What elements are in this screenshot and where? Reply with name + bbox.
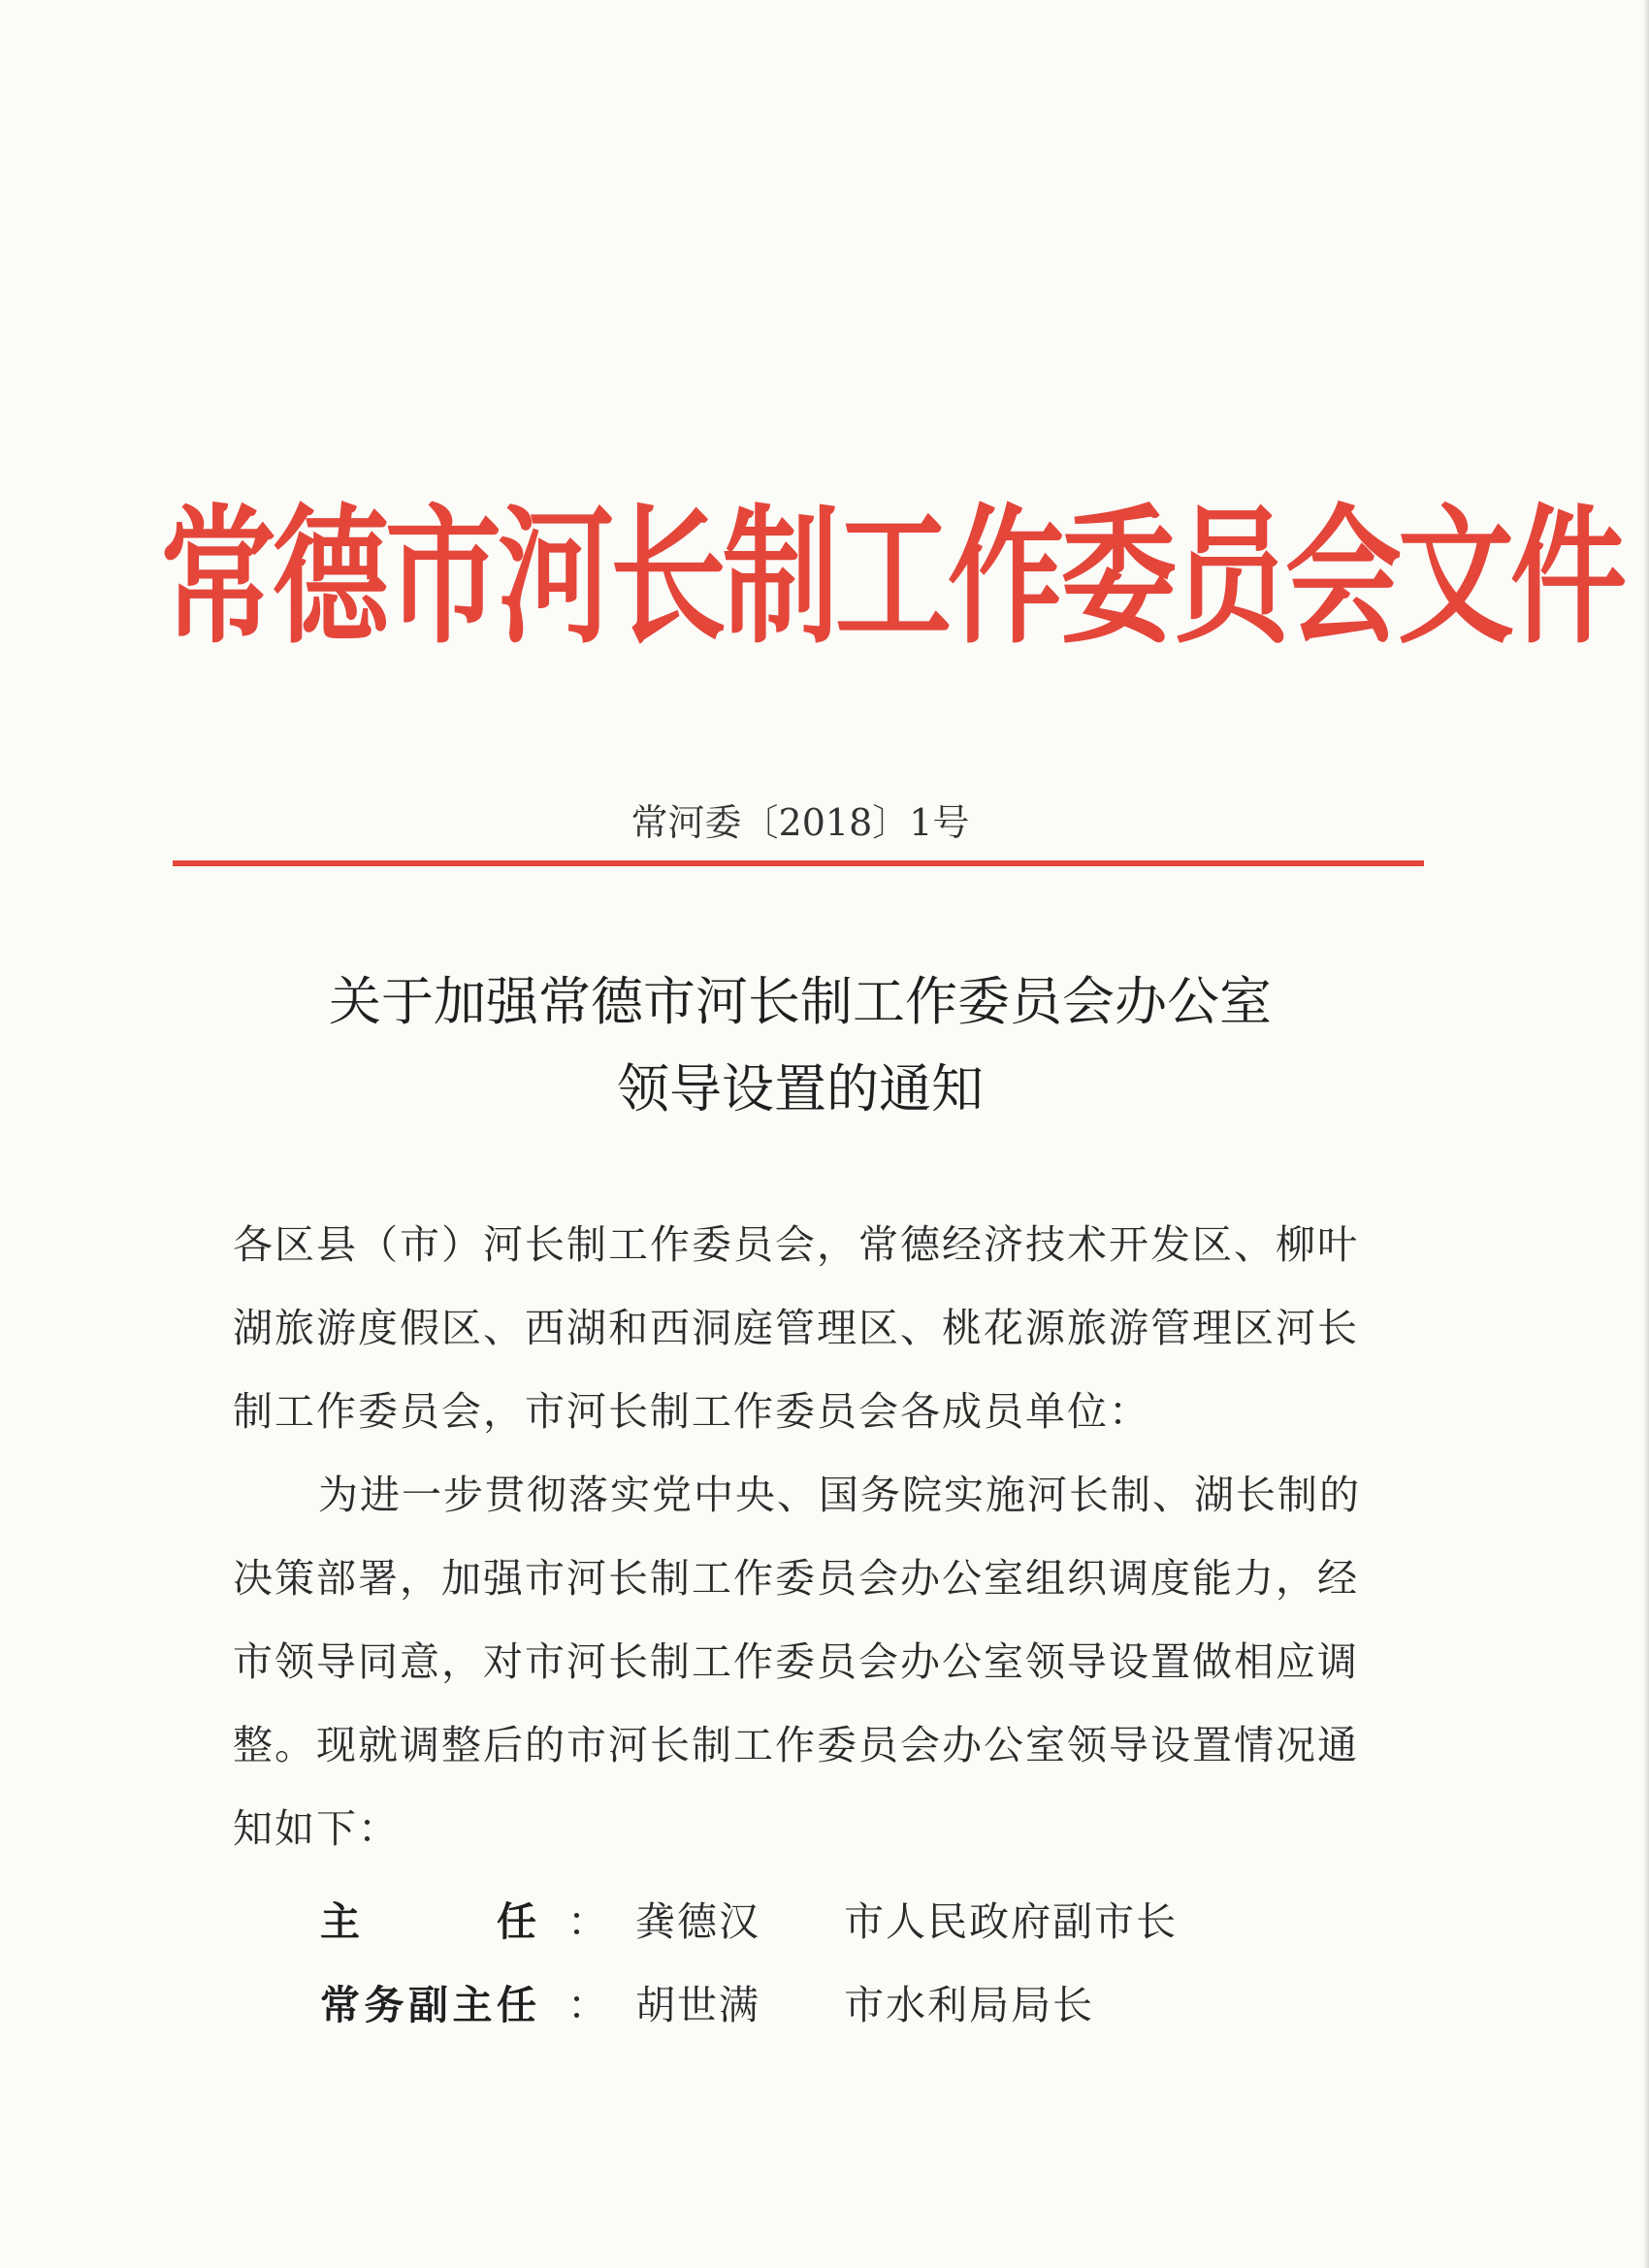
roster-role: 主任: [320, 1898, 538, 1945]
roster-row: 常务副主任 ： 胡世满 市水利局局长: [320, 1973, 1094, 2030]
page-edge-shadow: [1643, 0, 1649, 2268]
salutation-paragraph: 各区县（市）河长制工作委员会，常德经济技术开发区、柳叶湖旅游度假区、西湖和西洞庭管理区、桃花源旅游管理区河长制工作委员会，市河长制工作委员会各成员单位：: [233, 1221, 1359, 1435]
document-number: 常河委〔2018〕1号: [630, 801, 970, 844]
issuer-letterhead: 常德市河长制工作委员会文件: [160, 492, 1623, 665]
red-divider-rule: [173, 860, 1424, 866]
roster-role: 常务副主任: [320, 1982, 538, 2028]
roster-position: 市人民政府副市长: [844, 1898, 1179, 1945]
roster-name: 胡世满: [635, 1982, 761, 2028]
document-title-line-1: 关于加强常德市河长制工作委员会办公室: [329, 971, 1272, 1032]
document-title-line-2: 领导设置的通知: [617, 1058, 984, 1119]
roster-row: 主任 ： 龚德汉 市人民政府副市长: [320, 1890, 1178, 1947]
body-paragraph: 为进一步贯彻落实党中央、国务院实施河长制、湖长制的决策部署，加强市河长制工作委员会办公室组织调度能力，经市领导同意，对市河长制工作委员会办公室领导设置做相应调整。现就调整后的市河长制工作委员会办公室领导设置情况通知如下：: [233, 1472, 1361, 1852]
roster-name: 龚德汉: [635, 1898, 761, 1945]
roster-position: 市水利局局长: [844, 1982, 1095, 2028]
